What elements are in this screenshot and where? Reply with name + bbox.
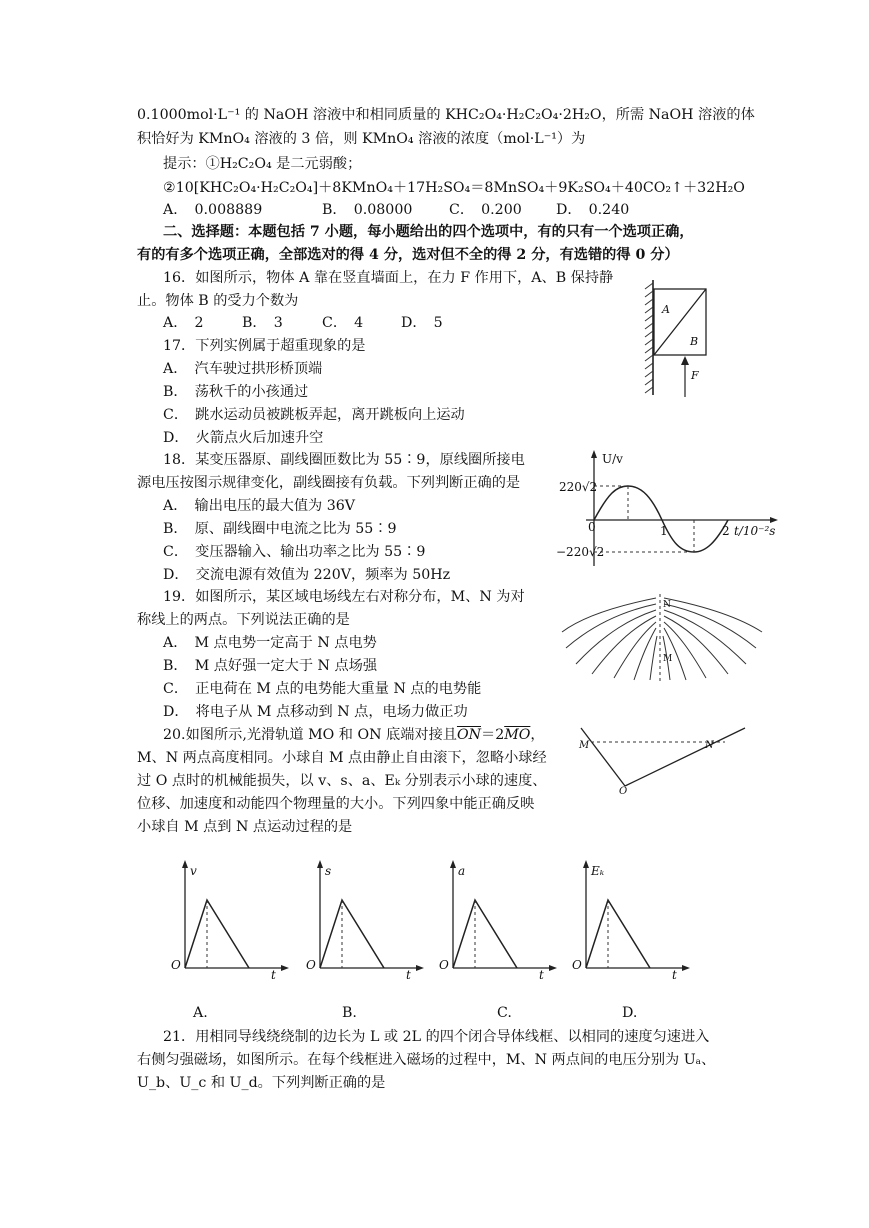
q18-option-c: C． 变压器输入、输出功率之比为 55∶9 [163, 544, 426, 560]
q15-line1: 0.1000mol·L⁻¹ 的 NaOH 溶液中和相同质量的 KHC₂O₄·H₂C₂O₄·2H₂O，所需 NaOH 溶液的体 [137, 107, 755, 123]
q18-peak-negative: −220√2 [556, 545, 605, 559]
q19-option-d: D． 将电子从 M 点移动到 N 点，电场力做正功 [163, 704, 468, 720]
q20-graph-d [566, 858, 692, 980]
q20-caption-d: D. [622, 1005, 638, 1021]
q19-label-m: M [663, 654, 673, 664]
q20-line4: 位移、加速度和动能四个物理量的大小。下列四象中能正确反映 [137, 796, 535, 812]
q18-option-d: D． 交流电源有效值为 220V，频率为 50Hz [163, 567, 451, 583]
q20-graph-a-origin: O [171, 958, 181, 972]
q21-line2: 右侧匀强磁场，如图所示。在每个线框进入磁场的过程中，M、N 两点间的电压分别为 Uₐ、 [137, 1052, 716, 1068]
q20-line1 [163, 725, 545, 745]
q19-figure-field-lines [556, 592, 768, 684]
q18-line2: 源电压按图示规律变化，副线圈接有负载。下列判断正确的是 [137, 475, 521, 491]
q19-option-b: B． M 点好强一定大于 N 点场强 [163, 658, 378, 674]
q15-hint1: 提示：①H₂C₂O₄ 是二元弱酸； [163, 156, 362, 172]
q18-option-a: A． 输出电压的最大值为 36V [163, 498, 356, 514]
q16-line2: 止。物体 B 的受力个数为 [137, 293, 299, 309]
q20-line3: 过 O 点时的机械能损失，以 v、s、a、Eₖ 分别表示小球的速度、 [137, 773, 547, 789]
q20-graph-a-xlabel: t [271, 968, 276, 982]
q15-option-b: B． 0.08000 [322, 202, 413, 218]
q20-line5: 小球自 M 点到 N 点运动过程的是 [137, 819, 353, 835]
q16-line1: 16．如图所示，物体 A 靠在竖直墙面上，在力 F 作用下，A、B 保持静 [163, 270, 614, 286]
q20-caption-c: C. [497, 1005, 512, 1021]
q21-line3: U_b、U_c 和 U_d。下列判断正确的是 [137, 1075, 386, 1091]
q16-label-b: B [690, 335, 699, 348]
q17-option-b: B． 荡秋千的小孩通过 [163, 384, 309, 400]
section2-heading-line2: 有的有多个选项正确，全部选对的得 4 分，选对但不全的得 2 分，有选错的得 0 分） [137, 247, 679, 263]
q19-line2: 称线上的两点。下列说法正确的是 [137, 612, 350, 628]
q20-graph-d-ylabel: Eₖ [591, 864, 605, 878]
q18-yaxis-label: U/v [602, 452, 623, 466]
q18-xaxis-label: t/10⁻²s [734, 524, 776, 538]
q17-stem: 17．下列实例属于超重现象的是 [163, 338, 366, 354]
q20-label-o: O [619, 786, 628, 797]
q18-tick-1: 1 [660, 524, 668, 538]
q20-line1-text: 20.如图所示,光滑轨道 MO 和 ON 底端对接且 [163, 727, 457, 743]
q15-option-d: D． 0.240 [556, 202, 630, 218]
q18-peak-positive: 220√2 [559, 480, 598, 494]
q16-label-a: A [662, 303, 670, 316]
q20-vector-mo: $\overline{MO}$ [504, 727, 531, 743]
q20-graph-b [300, 858, 426, 980]
q20-line2: M、N 两点高度相同。小球自 M 点由静止自由滚下，忽略小球经 [137, 750, 547, 766]
q16-option-a: A． 2 [163, 315, 204, 331]
q17-option-c: C． 跳水运动员被跳板弄起，离开跳板向上运动 [163, 407, 465, 423]
q20-label-m: M [579, 740, 590, 751]
q17-option-d: D． 火箭点火后加速升空 [163, 430, 324, 446]
q20-graph-b-origin: O [306, 958, 316, 972]
q21-line1: 21．用相同导线绕绕制的边长为 L 或 2L 的四个闭合导体线框、以相同的速度匀速进入 [163, 1029, 710, 1045]
q19-option-c: C． 正电荷在 M 点的电势能大重量 N 点的电势能 [163, 681, 482, 697]
q16-option-c: C． 4 [322, 315, 364, 331]
q15-option-c: C． 0.200 [449, 202, 522, 218]
q20-graph-c [433, 858, 559, 980]
q20-graph-a-ylabel: v [190, 864, 197, 878]
q20-graph-b-xlabel: t [406, 968, 411, 982]
q20-line1-comma: ， [530, 727, 545, 743]
q20-graph-d-origin: O [572, 958, 582, 972]
q20-graph-c-xlabel: t [539, 968, 544, 982]
q15-option-a: A． 0.008889 [163, 202, 263, 218]
q17-option-a: A． 汽车驶过拱形桥顶端 [163, 361, 323, 377]
q18-origin: 0 [588, 520, 596, 534]
q15-line2: 积恰好为 KMnO₄ 溶液的 3 倍，则 KMnO₄ 溶液的浓度（mol·L⁻¹）为 [137, 131, 586, 147]
q18-option-b: B． 原、副线圈中电流之比为 55∶9 [163, 521, 397, 537]
q20-graph-c-origin: O [439, 958, 449, 972]
q18-figure-voltage-waveform [556, 448, 784, 570]
q20-caption-a: A. [193, 1005, 208, 1021]
q20-graph-c-ylabel: a [458, 864, 466, 878]
q20-graph-d-xlabel: t [672, 968, 677, 982]
q18-line1: 18．某变压器原、副线圈匝数比为 55∶9，原线圈所接电 [163, 452, 525, 468]
q20-figure-track [575, 724, 755, 800]
q20-vector-on: $\overline{ON}$ [456, 727, 481, 743]
q20-equals-two: ＝2 [481, 727, 505, 743]
q19-line1: 19．如图所示，某区域电场线左右对称分布，M、N 为对 [163, 589, 525, 605]
q16-option-b: B． 3 [242, 315, 283, 331]
section2-heading-line1: 二、选择题：本题包括 7 小题，每小题给出的四个选项中，有的只有一个选项正确， [163, 224, 694, 240]
q15-hint2: ②10[KHC₂O₄·H₂C₂O₄]＋8KMnO₄＋17H₂SO₄＝8MnSO₄＋9K₂SO₄＋40CO₂↑＋32H₂O [163, 180, 745, 196]
q20-label-n: N [705, 740, 714, 751]
q18-tick-2: 2 [722, 524, 730, 538]
q20-graph-a [165, 858, 291, 980]
q16-label-f: F [691, 369, 699, 382]
q16-option-d: D． 5 [401, 315, 443, 331]
q19-label-n: N [663, 600, 671, 610]
q19-option-a: A． M 点电势一定高于 N 点电势 [163, 635, 377, 651]
q20-graph-b-ylabel: s [325, 864, 332, 878]
q16-figure-wall-blocks [640, 275, 720, 400]
q20-caption-b: B. [342, 1005, 357, 1021]
